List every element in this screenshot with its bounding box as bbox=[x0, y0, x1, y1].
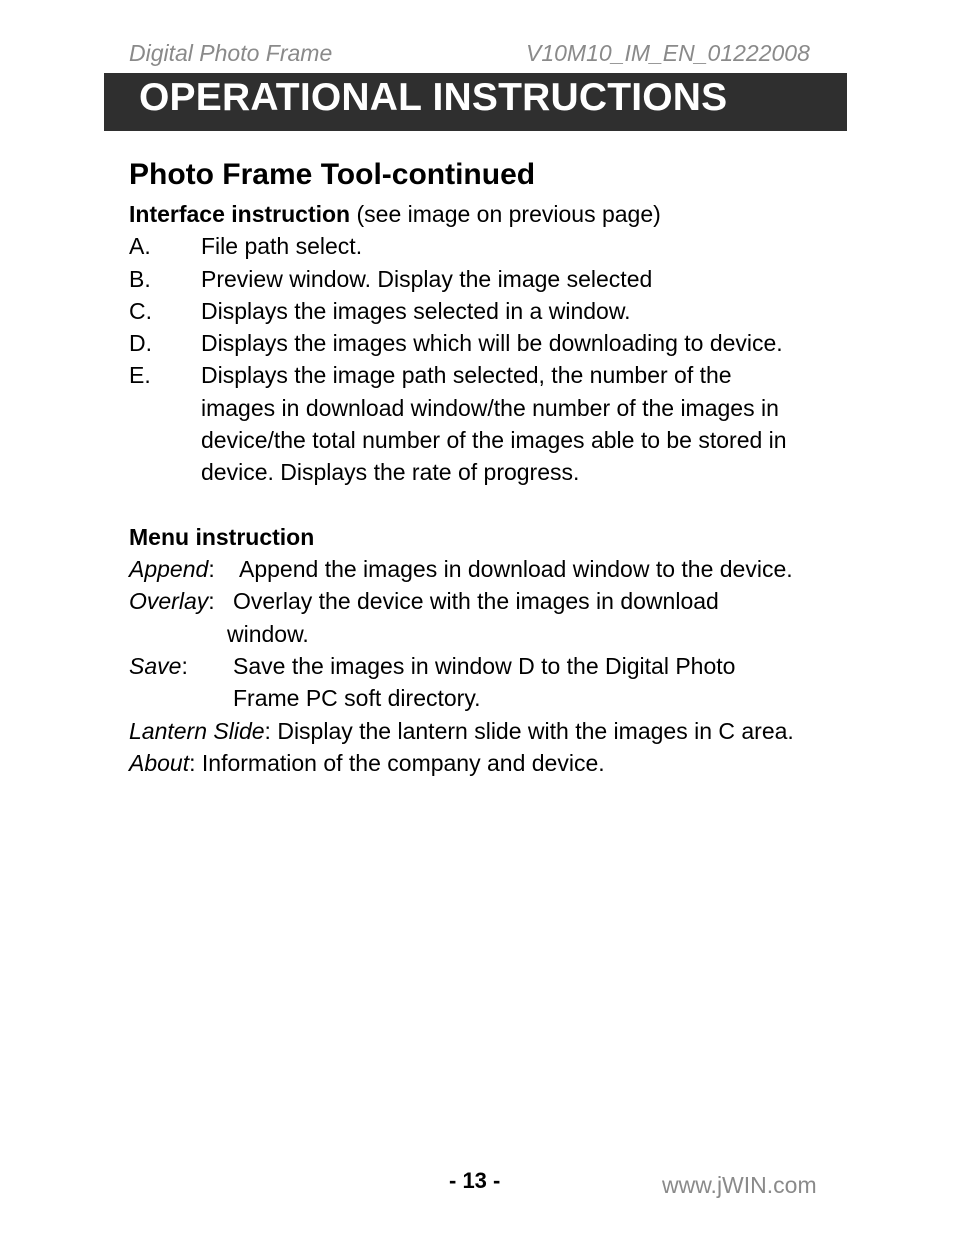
page-number: - 13 - bbox=[449, 1168, 501, 1193]
list-item-text-e-line-1: Displays the image path selected, the number of the bbox=[201, 362, 732, 388]
menu-term-save-sep: : bbox=[181, 653, 188, 679]
list-item-letter-a: A. bbox=[129, 233, 151, 259]
list-item-text-d: Displays the images which will be downloading to device. bbox=[201, 330, 783, 356]
interface-note: (see image on previous page) bbox=[350, 201, 661, 227]
menu-heading: Menu instruction bbox=[129, 524, 315, 550]
banner-title: OPERATIONAL INSTRUCTIONS bbox=[139, 76, 728, 119]
menu-item-overlay-term-line bbox=[129, 585, 215, 617]
running-header-doc-code: V10M10_IM_EN_01222008 bbox=[526, 40, 810, 66]
menu-term-append: Append bbox=[129, 556, 209, 582]
list-item-text-a: File path select. bbox=[201, 233, 363, 259]
menu-term-lantern-slide-sep: : bbox=[264, 718, 271, 744]
menu-term-overlay: Overlay bbox=[129, 588, 209, 614]
menu-term-save: Save bbox=[129, 653, 182, 679]
interface-heading: Interface instruction bbox=[129, 201, 351, 227]
list-item-letter-b: B. bbox=[129, 266, 151, 292]
menu-term-append-sep: : bbox=[208, 556, 215, 582]
list-item-text-b: Preview window. Display the image selected bbox=[201, 266, 653, 292]
menu-item-save-term-line bbox=[129, 650, 188, 682]
menu-term-about-sep: : bbox=[189, 750, 196, 776]
footer-website: www.jWIN.com bbox=[662, 1172, 817, 1198]
menu-item-lantern-slide bbox=[129, 715, 794, 747]
running-header-title: Digital Photo Frame bbox=[129, 40, 333, 66]
menu-item-append-term-line bbox=[129, 553, 215, 585]
menu-item-save-desc-line-1: Save the images in window D to the Digital Photo bbox=[233, 653, 736, 679]
page-title: Photo Frame Tool-continued bbox=[129, 158, 536, 191]
menu-item-lantern-slide-desc: Display the lantern slide with the images in C area. bbox=[270, 718, 794, 744]
section-banner bbox=[104, 73, 847, 131]
menu-item-save-desc-line-2: Frame PC soft directory. bbox=[233, 685, 481, 711]
menu-term-overlay-sep: : bbox=[208, 588, 215, 614]
list-item-text-e-line-3: device/the total number of the images able to be stored in bbox=[201, 427, 787, 453]
menu-item-about-desc: Information of the company and device. bbox=[195, 750, 605, 776]
interface-heading-line bbox=[129, 198, 661, 230]
menu-term-lantern-slide: Lantern Slide bbox=[129, 718, 265, 744]
menu-item-overlay-desc-line-2: window. bbox=[227, 621, 309, 647]
menu-item-append-desc: Append the images in download window to the device. bbox=[239, 556, 793, 582]
menu-item-about bbox=[129, 747, 605, 779]
list-item-letter-d: D. bbox=[129, 330, 152, 356]
menu-term-about: About bbox=[129, 750, 190, 776]
list-item-letter-e: E. bbox=[129, 362, 151, 388]
list-item-text-e-line-2: images in download window/the number of the images in bbox=[201, 395, 779, 421]
list-item-letter-c: C. bbox=[129, 298, 152, 324]
list-item-text-e-line-4: device. Displays the rate of progress. bbox=[201, 459, 580, 485]
list-item-text-c: Displays the images selected in a window. bbox=[201, 298, 631, 324]
menu-item-overlay-desc-line-1: Overlay the device with the images in download bbox=[233, 588, 719, 614]
